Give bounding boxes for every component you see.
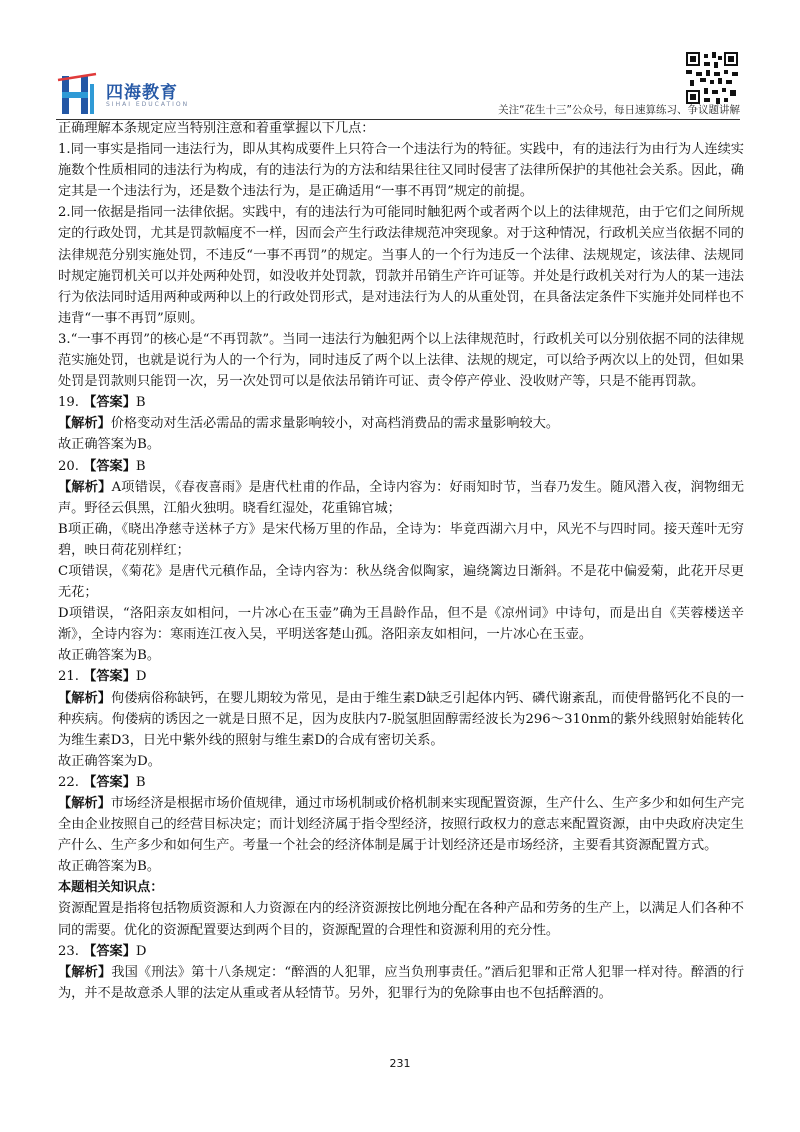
answer-value: B — [135, 458, 146, 474]
paragraph-text: 正确理解本条规定应当特别注意和着重掌握以下几点： — [58, 121, 375, 136]
analysis-label: 【解析】 — [58, 479, 112, 495]
q20-option-b — [58, 519, 744, 561]
q20-analysis — [58, 477, 744, 519]
question-number: 21. — [58, 669, 84, 685]
question-number: 23. — [58, 943, 84, 959]
question-number: 20. — [58, 458, 84, 474]
header-note: 关注“花生十三”公众号，每日速算练习、争议题讲解 — [498, 104, 740, 116]
question-number: 22. — [58, 774, 84, 790]
q22-analysis — [58, 793, 744, 856]
logo-mark-icon — [56, 72, 100, 118]
analysis-text: 佝偻病俗称缺钙，在婴儿期较为常见，是由于维生素D缺乏引起体内钙、磷代谢紊乱，而使骨骼钙化不良的一种疾病。佝偻病的诱因之一就是日照不足，因为皮肤内7-脱氢胆固醇需经波长为296～310nm的紫外线照射始能转化为维生素D3，日光中紫外线的照射与维生素D的合成有密切关系。 — [58, 690, 745, 748]
conclusion-text: 故正确答案为B。 — [58, 648, 161, 664]
conclusion-text: 故正确答案为B。 — [58, 437, 161, 453]
q22-knowledge-text — [58, 898, 744, 940]
q23-answer — [58, 941, 744, 962]
option-text: D项错误，“洛阳亲友如相问，一片冰心在玉壶”确为王昌龄作品，但不是《凉州词》中诗句，而是出自《芙蓉楼送辛渐》，全诗内容为：寒雨连江夜入吴，平明送客楚山孤。洛阳亲友如相问，一片冰心在玉壶。 — [58, 606, 744, 643]
paragraph-text: 3.“一事不再罚”的核心是“不再罚款”。当同一违法行为触犯两个以上法律规范时，行政机关可以分别依据不同的法律规范实施处罚，也就是说行为人的一个行为，同时违反了两个以上法律、法规的规定，可以给予两次以上的处罚，但如果处罚是罚款则只能罚一次，另一次处罚可以是依法吊销许可证、责令停产停业、没收财产等，只是不能再罚款。 — [58, 331, 744, 390]
knowledge-heading: 本题相关知识点： — [58, 880, 164, 896]
point-2-paragraph — [58, 202, 744, 329]
answer-label: 【答案】 — [83, 943, 136, 959]
logo-subtitle: SIHAI EDUCATION — [106, 101, 190, 108]
qr-code-icon — [686, 52, 738, 104]
answer-value: D — [135, 669, 147, 685]
point-3-paragraph — [58, 329, 744, 392]
paragraph-text: 2.同一依据是指同一法律依据。实践中，有的违法行为可能同时触犯两个或者两个以上的法律规范，由于它们之间所规定的行政处罚，尤其是罚款幅度不一样，因而会产生行政法律规范冲突现象。对于这种情况，行政机关应当依据不同的法律规范分别实施处罚，不违反“一事不再罚”的规定。当事人的一个行为违反一个法律、法规规定，该法律、法规同时规定施罚机关可以并处两种处罚，如没收并处罚款，罚款并吊销生产许可证等。并处是行政机关对行为人的某一违法行为依法同时适用两种或两种以上的行政处罚形式，是对违法行为人的从重处罚，在具备法定条件下实施并处同样也不违背“一事不再罚”原则。 — [58, 205, 744, 326]
answer-label: 【答案】 — [83, 458, 136, 474]
answer-label: 【答案】 — [83, 669, 136, 685]
q20-answer — [58, 456, 744, 477]
q22-answer — [58, 772, 744, 793]
logo-name: 四海教育 — [106, 83, 178, 103]
answer-value: D — [135, 943, 147, 959]
conclusion-text: 故正确答案为B。 — [58, 859, 161, 875]
knowledge-text: 资源配置是指将包括物质资源和人力资源在内的经济资源按比例地分配在各种产品和劳务的生产上，以满足人们各种不同的需要。优化的资源配置要达到两个目的，资源配置的合理性和资源利用的充分性。 — [58, 901, 744, 938]
question-number: 19. — [58, 395, 84, 411]
analysis-label: 【解析】 — [58, 796, 111, 811]
q19-answer — [58, 392, 744, 413]
analysis-text: 市场经济是根据市场价值规律，通过市场机制或价格机制来实现配置资源，生产什么、生产多少和如何生产完全由企业按照自己的经营目标决定；而计划经济属于指令型经济，按照行政权力的意志来配置资源，由中央政府决定生产什么、生产多少和如何生产。考量一个社会的经济体制是属于计划经济还是市场经济，主要看其资源配置方式。 — [58, 796, 745, 854]
page-header — [0, 0, 800, 122]
option-text: B项正确，《晓出净慈寺送林子方》是宋代杨万里的作品，全诗为：毕竟西湖六月中，风光不与四时同。接天莲叶无穷碧，映日荷花别样红； — [58, 521, 744, 558]
brand-logo — [56, 72, 216, 118]
q22-knowledge-heading — [58, 877, 744, 898]
intro-paragraph — [58, 118, 744, 139]
q22-conclusion — [58, 856, 744, 877]
analysis-text: 我国《刑法》第十八条规定：“醉酒的人犯罪，应当负刑事责任。”酒后犯罪和正常人犯罪一样对待。醉酒的行为，并不是故意杀人罪的法定从重或者从轻情节。另外，犯罪行为的免除事由也不包括醉酒的。 — [58, 964, 745, 1001]
q20-option-c — [58, 561, 744, 603]
answer-label: 【答案】 — [83, 395, 136, 411]
analysis-text: 价格变动对生活必需品的需求量影响较小，对高档消费品的需求量影响较大。 — [110, 416, 560, 432]
analysis-label: 【解析】 — [58, 416, 111, 432]
q23-analysis — [58, 962, 744, 1004]
answer-value: B — [135, 774, 146, 790]
q19-conclusion — [58, 434, 744, 455]
q21-answer — [58, 666, 744, 687]
analysis-label: 【解析】 — [58, 690, 111, 706]
answer-label: 【答案】 — [83, 774, 136, 790]
analysis-label: 【解析】 — [58, 964, 112, 980]
q21-conclusion — [58, 751, 744, 772]
q19-analysis — [58, 413, 744, 434]
page-number: 231 — [389, 1057, 411, 1070]
paragraph-text: 1.同一事实是指同一违法行为，即从其构成要件上只符合一个违法行为的特征。实践中，有的违法行为由行为人连续实施数个性质相同的违法行为构成，有的违法行为的方法和结果往往又同时侵害了法律所保护的其他社会关系。因此，确定其是一个违法行为，还是数个违法行为，是正确适用“一事不再罚”规定的前提。 — [58, 142, 744, 200]
point-1-paragraph — [58, 139, 744, 202]
document-body — [58, 118, 744, 1004]
q20-conclusion — [58, 645, 744, 666]
q20-option-d — [58, 603, 744, 645]
conclusion-text: 故正确答案为D。 — [58, 753, 161, 769]
answer-value: B — [135, 395, 146, 411]
analysis-text: A项错误，《春夜喜雨》是唐代杜甫的作品，全诗内容为：好雨知时节，当春乃发生。随风潜入夜，润物细无声。野径云俱黑，江船火独明。晓看红湿处，花重锦官城； — [58, 479, 745, 516]
q21-analysis — [58, 688, 744, 751]
option-text: C项错误，《菊花》是唐代元稹作品，全诗内容为：秋丛绕舍似陶家，遍绕篱边日渐斜。不是花中偏爱菊，此花开尽更无花； — [58, 563, 744, 601]
